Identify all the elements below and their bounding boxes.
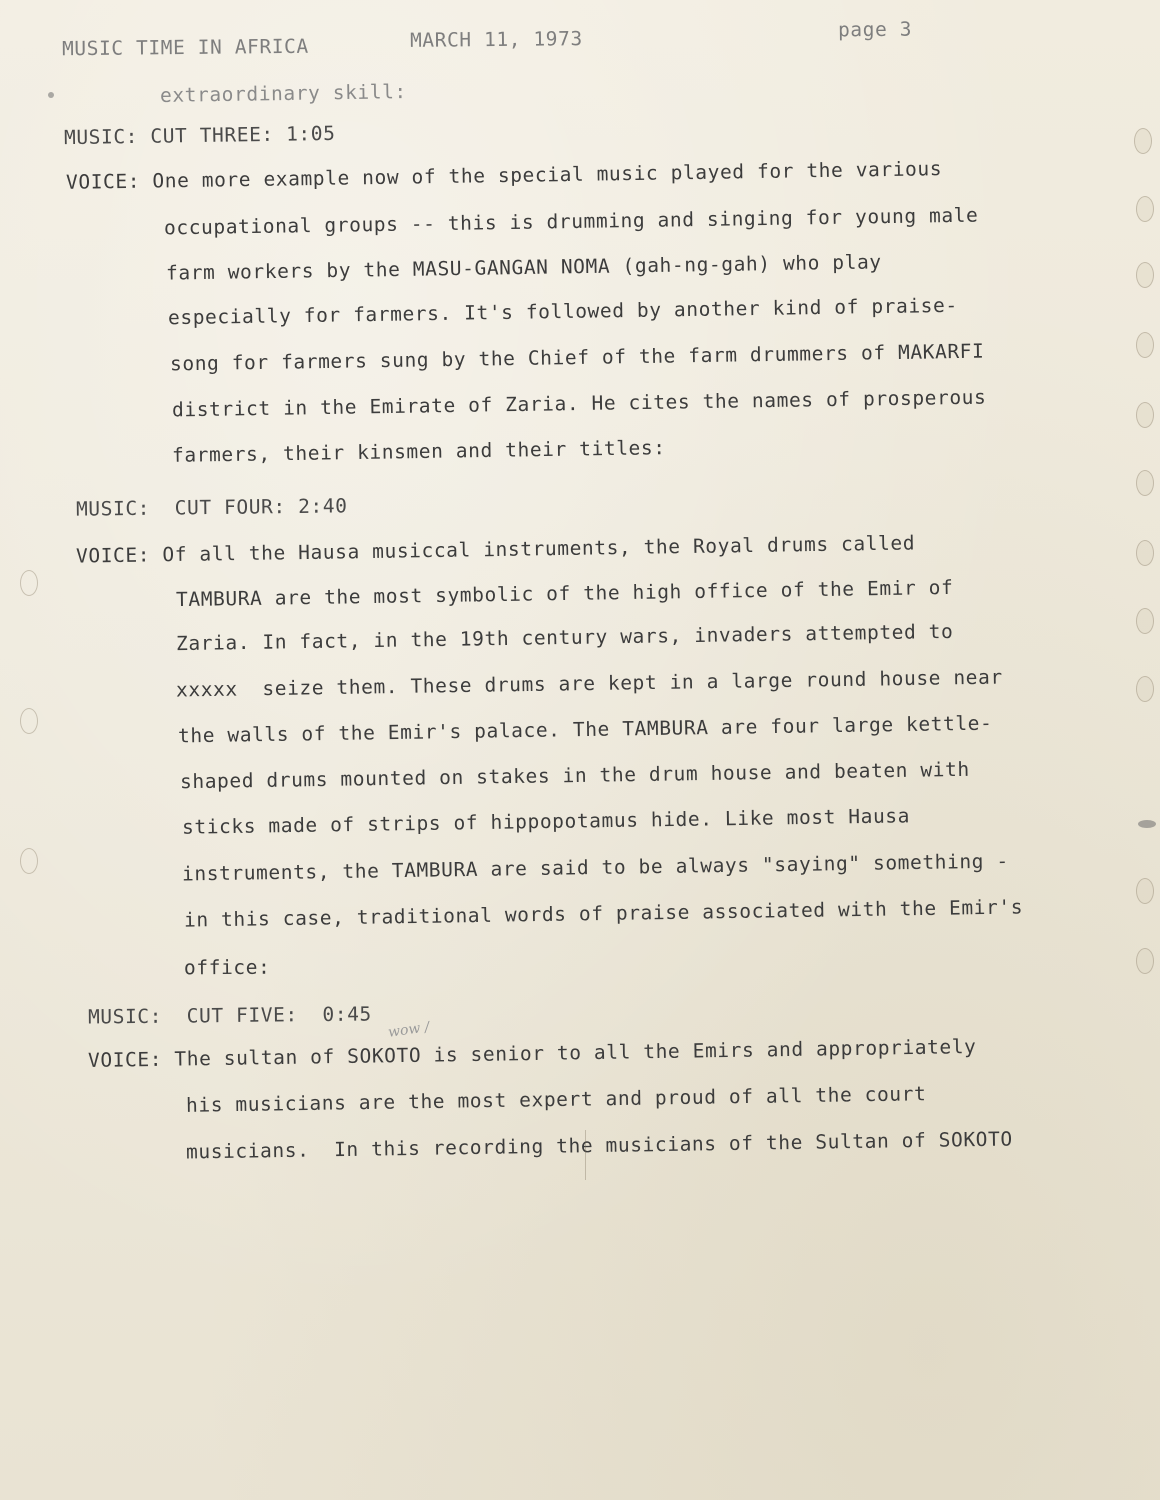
music-cue-four: MUSIC: CUT FOUR: 2:40 bbox=[75, 494, 348, 521]
voice-segment-2-line-9: in this case, traditional words of praise associated with the Emir's bbox=[183, 895, 1024, 932]
voice-segment-2-line-3: Zaria. In fact, in the 19th century wars, invaders attempted to bbox=[175, 619, 954, 656]
music-cue-three: MUSIC: CUT THREE: 1:05 bbox=[63, 121, 336, 150]
punch-hole-mark bbox=[1136, 676, 1154, 702]
voice-segment-2-line-1: VOICE: Of all the Hausa musiccal instruments, the Royal drums called bbox=[75, 531, 916, 568]
voice-segment-1-line-1: VOICE: One more example now of the special music played for the various bbox=[65, 157, 943, 194]
punch-hole-mark bbox=[20, 708, 38, 734]
punch-hole-mark bbox=[1136, 540, 1154, 566]
punch-hole-mark bbox=[1136, 332, 1154, 358]
music-cue-five: MUSIC: CUT FIVE: 0:45 bbox=[87, 1002, 372, 1029]
voice-segment-1-line-6: district in the Emirate of Zaria. He cites the names of prosperous bbox=[171, 385, 987, 422]
punch-hole-mark bbox=[1136, 196, 1154, 222]
page-number: page 3 bbox=[837, 17, 913, 42]
punch-hole-mark bbox=[1136, 470, 1154, 496]
voice-segment-3-line-3: musicians. In this recording the musicians of the Sultan of SOKOTO bbox=[185, 1127, 1013, 1164]
punch-hole-mark bbox=[1136, 948, 1154, 974]
handwritten-annotation: wow / bbox=[387, 1019, 431, 1041]
voice-segment-2-line-2: TAMBURA are the most symbolic of the high office of the Emir of bbox=[175, 575, 954, 612]
voice-segment-2-line-4: xxxxx seize them. These drums are kept in a large round house near bbox=[175, 665, 1003, 702]
text-line-1: extraordinary skill: bbox=[159, 80, 407, 107]
voice-segment-2-line-5: the walls of the Emir's palace. The TAMBURA are four large kettle- bbox=[177, 711, 993, 748]
voice-segment-1-line-4: especially for farmers. It's followed by another kind of praise- bbox=[167, 293, 958, 330]
voice-segment-1-line-5: song for farmers sung by the Chief of the farm drummers of MAKARFI bbox=[169, 339, 985, 376]
voice-segment-1-line-3: farm workers by the MASU-GANGAN NOMA (gah-ng-gah) who play bbox=[165, 250, 882, 285]
voice-segment-2-line-8: instruments, the TAMBURA are said to be always "saying" something - bbox=[181, 849, 1009, 886]
punch-hole-mark bbox=[20, 848, 38, 874]
punch-hole-mark bbox=[20, 570, 38, 596]
voice-segment-2-line-6: shaped drums mounted on stakes in the drum house and beaten with bbox=[179, 757, 970, 794]
punch-hole-mark bbox=[1136, 878, 1154, 904]
broadcast-date: MARCH 11, 1973 bbox=[409, 27, 583, 52]
voice-segment-1-line-7: farmers, their kinsmen and their titles: bbox=[171, 436, 666, 467]
voice-segment-1-line-2: occupational groups -- this is drumming and singing for young male bbox=[163, 203, 979, 240]
ink-smudge bbox=[48, 92, 54, 98]
punch-hole-mark bbox=[1134, 128, 1152, 154]
punch-hole-mark bbox=[1136, 402, 1154, 428]
paper-fold-mark bbox=[585, 1130, 586, 1180]
voice-segment-2-line-10: office: bbox=[183, 955, 271, 980]
program-title: MUSIC TIME IN AFRICA bbox=[61, 34, 309, 61]
punch-hole-mark bbox=[1136, 262, 1154, 288]
voice-segment-3-line-2: his musicians are the most expert and proud of all the court bbox=[185, 1082, 927, 1117]
voice-segment-3-line-1: VOICE: The sultan of SOKOTO is senior to all the Emirs and appropriately bbox=[87, 1035, 977, 1072]
punch-hole-mark bbox=[1136, 608, 1154, 634]
ink-smudge bbox=[1138, 820, 1156, 828]
voice-segment-2-line-7: sticks made of strips of hippopotamus hide. Like most Hausa bbox=[181, 804, 911, 839]
